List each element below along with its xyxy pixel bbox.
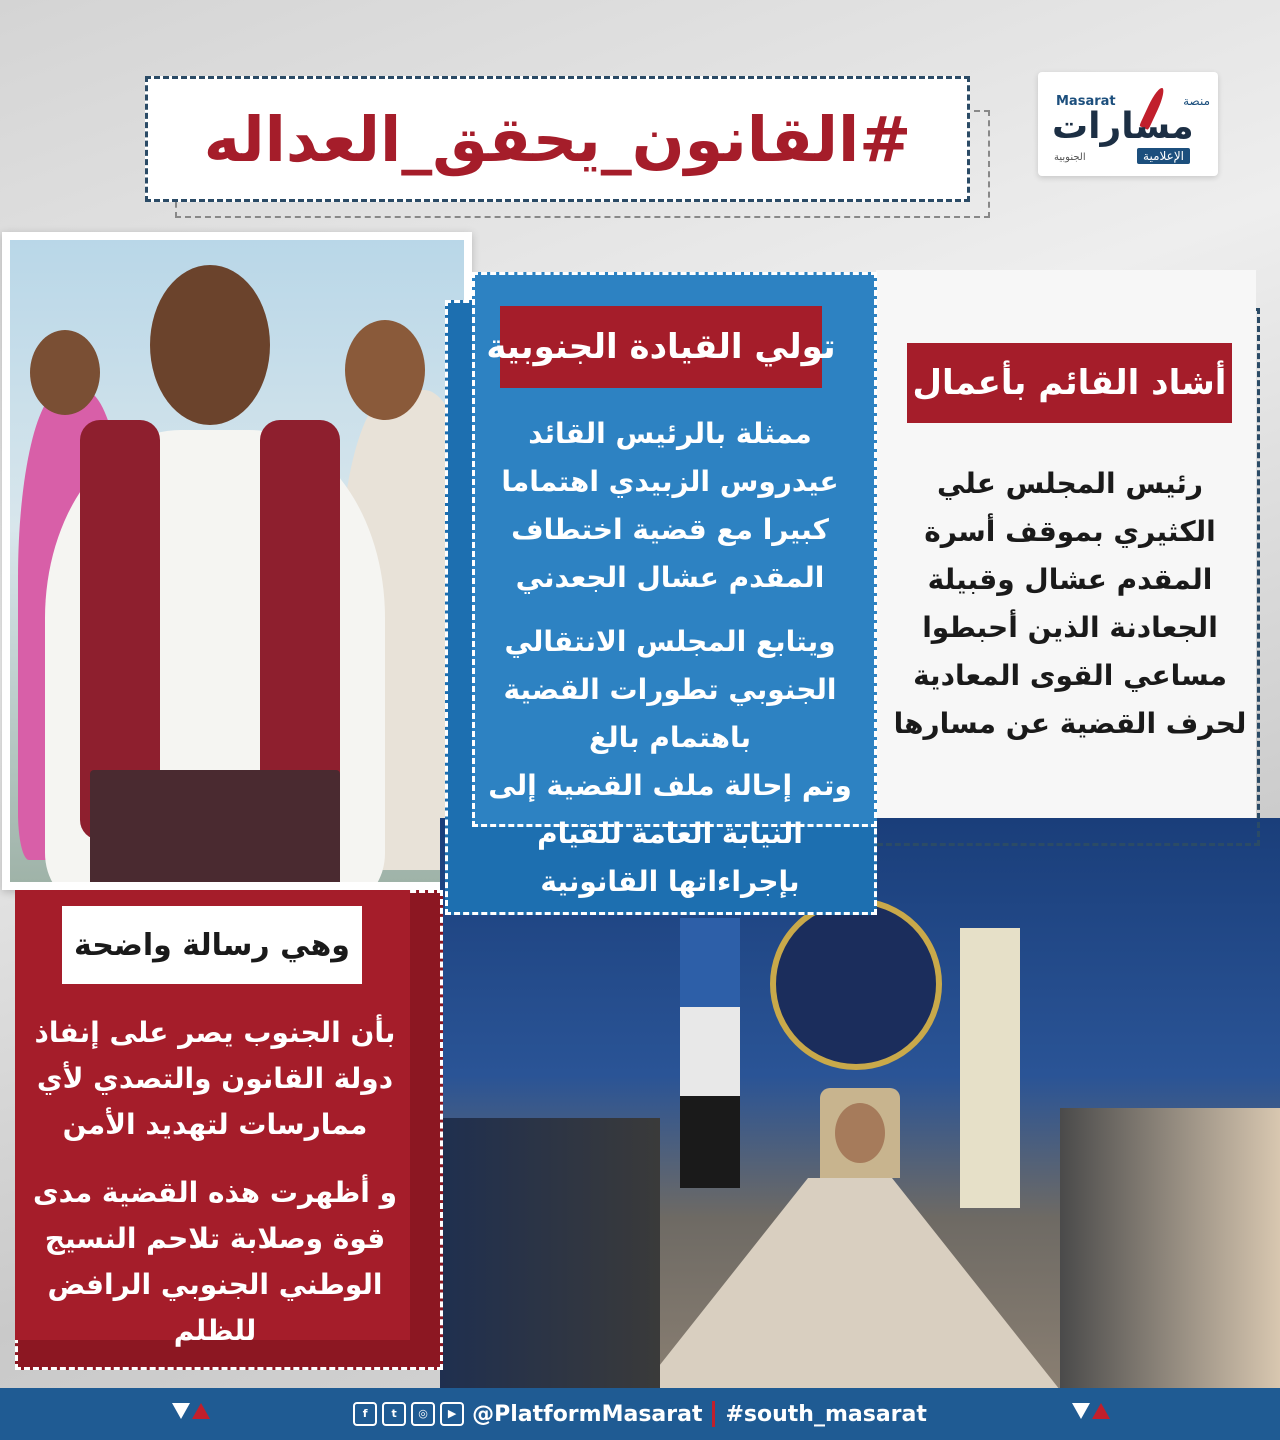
portrait-photo [2, 232, 472, 890]
text-line: ممارسات لتهديد الأمن [62, 1108, 368, 1141]
red-panel-heading: وهي رسالة واضحة [74, 927, 350, 963]
title-box [145, 76, 970, 202]
blue-panel-paragraph-3 [470, 762, 870, 906]
white-panel-heading-box [907, 343, 1232, 423]
facebook-icon[interactable]: f [353, 1402, 377, 1426]
text-line: المقدم عشال الجعدني [515, 561, 825, 594]
text-line: لحرف القضية عن مسارها [893, 707, 1247, 740]
text-line: و أظهرت هذه القضية مدى [33, 1176, 397, 1209]
text-line: بإجراءاتها القانونية [540, 865, 800, 898]
footer-handle[interactable]: @PlatformMasarat [472, 1401, 703, 1427]
text-line: الجعادنة الذين أحبطوا [922, 611, 1218, 644]
text-line: ممثلة بالرئيس القائد [528, 417, 812, 450]
brand-mark-icon [1072, 1403, 1110, 1419]
text-line: عيدروس الزبيدي اهتماما [501, 465, 839, 498]
youtube-icon[interactable]: ▶ [440, 1402, 464, 1426]
footer-separator [712, 1401, 715, 1427]
white-panel-text [885, 460, 1255, 748]
logo-name: مسارات [1052, 106, 1194, 147]
red-panel-heading-box [62, 906, 362, 984]
text-line: بأن الجنوب يصر على إنفاذ [34, 1016, 396, 1049]
page-title: #القانون_يحقق_العداله [203, 102, 912, 176]
white-panel-heading: أشاد القائم بأعمال [912, 363, 1227, 403]
text-line: الجنوبي تطورات القضية [503, 673, 837, 706]
blue-panel-heading: تولي القيادة الجنوبية [486, 327, 836, 367]
logo-prefix: منصة [1183, 94, 1210, 108]
brand-mark-icon [172, 1403, 210, 1419]
text-line: دولة القانون والتصدي لأي [36, 1062, 394, 1095]
red-panel-paragraph-1 [20, 1010, 410, 1148]
social-icons [353, 1402, 464, 1426]
text-line: المقدم عشال وقبيلة [927, 563, 1213, 596]
text-line: وتم إحالة ملف القضية إلى [488, 769, 852, 802]
blue-panel-paragraph-1 [470, 410, 870, 602]
footer-hashtag[interactable]: #south_masarat [725, 1401, 927, 1427]
logo-latin-text: Masarat [1056, 94, 1116, 109]
text-line: رئيس المجلس علي [936, 467, 1204, 500]
blue-panel-paragraph-2 [470, 618, 870, 762]
masarat-logo [1038, 72, 1218, 176]
blue-panel-heading-box [486, 306, 836, 388]
text-line: كبيرا مع قضية اختطاف [511, 513, 829, 546]
text-line: قوة وصلابة تلاحم النسيج [44, 1222, 386, 1255]
logo-south-label: الجنوبية [1054, 152, 1086, 163]
text-line: باهتمام بالغ [588, 721, 752, 754]
text-line: الكثيري بموقف أسرة [924, 515, 1216, 548]
text-line: للظلم [173, 1314, 257, 1347]
text-line: مساعي القوى المعادية [913, 659, 1227, 692]
text-line: الوطني الجنوبي الرافض [47, 1268, 383, 1301]
twitter-icon[interactable]: t [382, 1402, 406, 1426]
instagram-icon[interactable]: ◎ [411, 1402, 435, 1426]
text-line: النيابة العامة للقيام [537, 817, 803, 850]
logo-media-label: الإعلامية [1137, 148, 1190, 164]
red-panel-paragraph-2 [20, 1170, 410, 1354]
text-line: ويتابع المجلس الانتقالي [504, 625, 836, 658]
